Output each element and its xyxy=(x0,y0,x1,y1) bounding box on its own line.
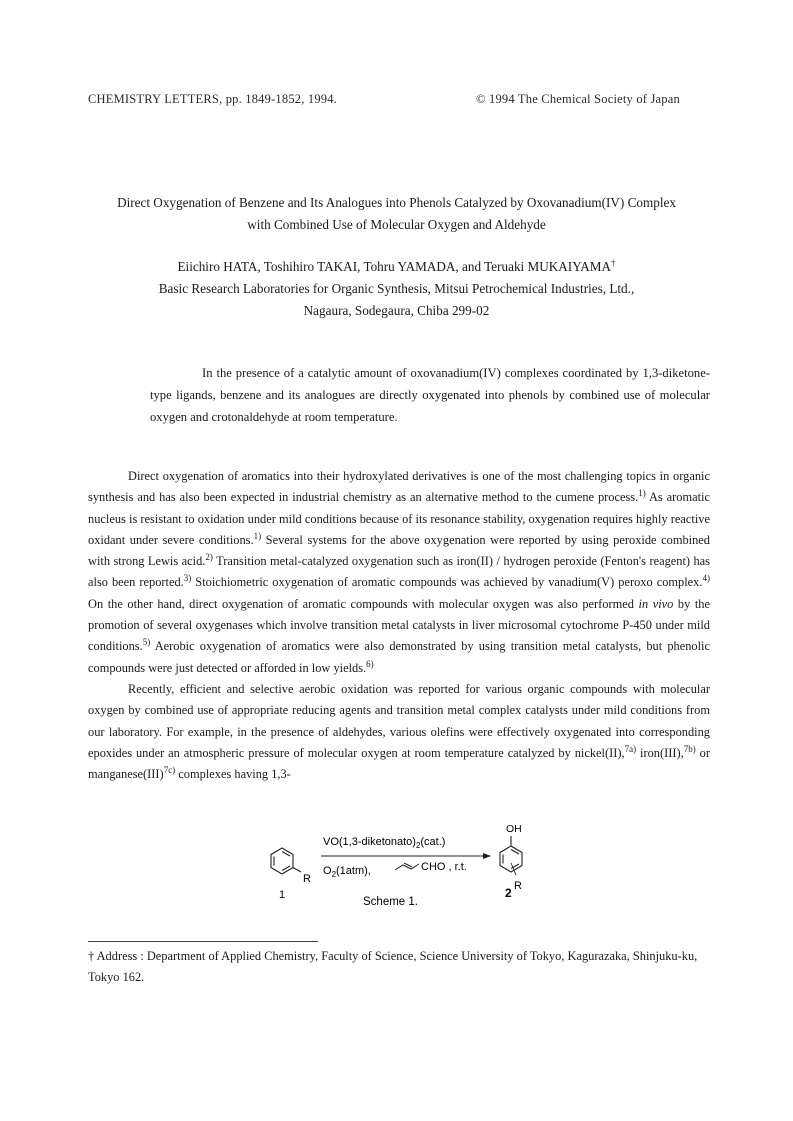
p1-s7: Aerobic oxygenation of aromatics were also demonstrated by using transition metal catalysts, but phenolic compounds were just detected or afforded in low yields. xyxy=(88,639,710,675)
aldehyde-conditions: CHO , r.t. xyxy=(421,861,467,873)
ref-7a: 7a) xyxy=(624,743,637,754)
ref-4: 4) xyxy=(702,573,710,584)
arrow-head-icon xyxy=(483,853,491,859)
article-title xyxy=(60,192,733,236)
p1-s4: Transition metal-catalyzed oxygenation such as iron(II) / hydrogen peroxide (Fenton's reagent) has also been reported. xyxy=(88,554,710,590)
p2-s4: complexes having 1,3- xyxy=(175,767,291,782)
body-text xyxy=(88,466,710,785)
ref-1b: 1) xyxy=(253,530,262,541)
footnote-address: † Address : Department of Applied Chemistry, Faculty of Science, Science University of Tokyo, Kagurazaka, Shinjuku-ku, Tokyo 162. xyxy=(88,949,698,984)
ref-5: 5) xyxy=(142,637,151,648)
in-vivo-italic: in vivo xyxy=(638,596,674,611)
journal-header: CHEMISTRY LETTERS, pp. 1849-1852, 1994. xyxy=(88,92,338,106)
compound-label-1: 1 xyxy=(279,889,286,901)
title-line-1: Direct Oxygenation of Benzene and Its Analogues into Phenols Catalyzed by Oxovanadium(IV) Complex xyxy=(117,195,676,210)
abstract xyxy=(150,362,710,428)
p1-s6: On the other hand, direct oxygenation of aromatic compounds with molecular oxygen was also performed xyxy=(88,596,639,611)
scheme-1-diagram xyxy=(255,818,555,918)
compound-label-2: 2 xyxy=(505,886,512,900)
p1-s6b: by the promotion of several oxygenases which involve transition metal catalysts in liver microsomal cytochrome P-450 under mild conditions. xyxy=(88,596,710,654)
benzene-ring-1 xyxy=(271,848,301,874)
title-line-2: with Combined Use of Molecular Oxygen and Aldehyde xyxy=(247,217,546,232)
p1-s5: Stoichiometric oxygenation of aromatic compounds was achieved by vanadium(V) peroxo complex. xyxy=(191,575,703,590)
ref-3: 3) xyxy=(183,573,192,584)
p2-s3: or manganese(III) xyxy=(88,745,710,782)
hydroxyl-label: OH xyxy=(506,823,522,835)
p2-s1: Recently, efficient and selective aerobic oxidation was reported for various organic compounds with molecular oxygen by combined use of appropriate reducing agents and transition metal complex catalysts under mild conditions from our laboratory. For example, in the presence of aldehydes, various olefins were effectively oxygenated into corresponding epoxides under an atmospheric pressure of molecular oxygen at room temperature catalyzed by nickel(II), xyxy=(88,681,710,760)
p1-s1: Direct oxygenation of aromatics into their hydroxylated derivatives is one of the most challenging topics in organic synthesis and has also been expected in industrial chemistry as an alternative method to the cumene process. xyxy=(88,469,710,505)
r-substituent-left: R xyxy=(303,873,311,885)
ref-2: 2) xyxy=(205,552,213,563)
p1-s3: Several systems for the above oxygenation were reported by using peroxide combined with strong Lewis acid. xyxy=(88,532,710,569)
paragraph-1 xyxy=(88,466,710,679)
paragraph-2 xyxy=(88,679,710,785)
author-names-line xyxy=(60,256,733,278)
ref-6: 6) xyxy=(366,658,374,669)
p1-s2: As aromatic nucleus is resistant to oxidation under mild conditions because of its resonance stability, oxygenation requires highly reactive oxidant under severe conditions. xyxy=(88,490,710,547)
affiliation-line-2: Nagaura, Sodegaura, Chiba 299-02 xyxy=(303,303,490,318)
scheme-caption: Scheme 1. xyxy=(363,896,418,908)
ref-7b: 7b) xyxy=(683,743,696,754)
ref-1: 1) xyxy=(638,488,646,499)
footnote-rule xyxy=(88,941,318,942)
oxygen-conditions: $O_2(1atm)$, xyxy=(323,865,371,879)
copyright-header: © 1994 The Chemical Society of Japan xyxy=(476,92,680,106)
phenol-ring-2 xyxy=(500,836,522,875)
r-substituent-right: R xyxy=(514,880,522,892)
p2-s2: iron(III), xyxy=(636,745,684,760)
author-block xyxy=(60,256,733,322)
abstract-text: In the presence of a catalytic amount of oxovanadium(IV) complexes coordinated by 1,3-diketone-type ligands, benzene and its analogues are directly oxygenated into phenols by combined use of molecular oxygen and crotonaldehyde at room temperature. xyxy=(150,366,710,424)
affiliation-line-1: Basic Research Laboratories for Organic Synthesis, Mitsui Petrochemical Industries, Ltd., xyxy=(158,281,635,296)
catalyst-label: $VO(1,3-diketonato)_2(cat.)$ xyxy=(323,836,446,850)
author-names: Eiichiro HATA, Toshihiro TAKAI, Tohru YAMADA, and Teruaki MUKAIYAMA xyxy=(177,259,612,274)
ref-7c: 7c) xyxy=(163,765,176,776)
dagger-mark: † xyxy=(611,258,616,268)
